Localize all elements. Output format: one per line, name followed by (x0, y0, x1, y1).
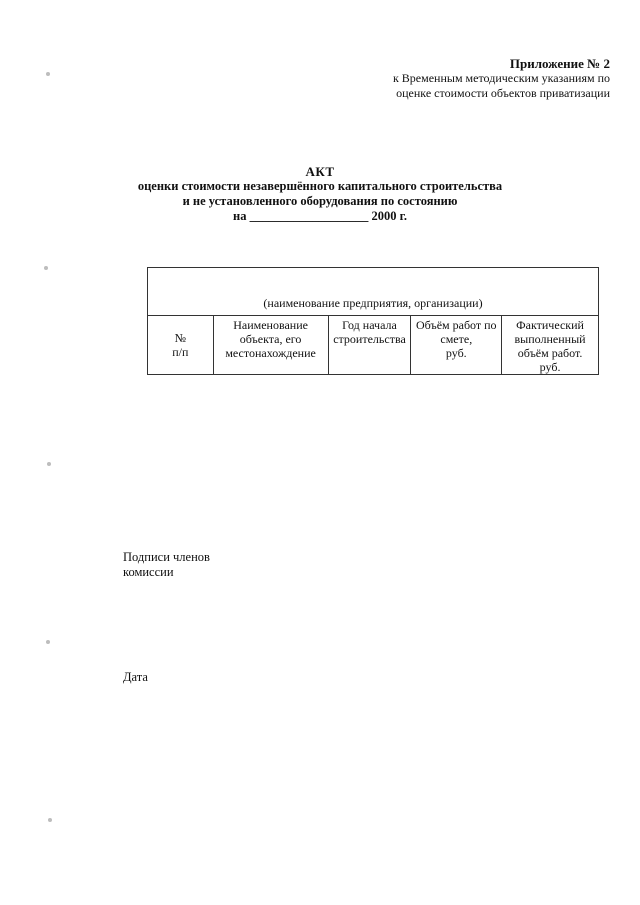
column-header-actual-volume (502, 316, 599, 375)
column-header-object-name (213, 316, 328, 375)
org-placeholder: (наименование предприятия, организации) (263, 296, 483, 310)
header-line: руб. (539, 360, 561, 374)
header-line: местонахождение (225, 346, 316, 360)
header-line: смете, (440, 332, 473, 346)
title-line: и не установленного оборудования по состоянию (182, 194, 458, 208)
signatures-label (123, 550, 210, 580)
title-main: АКТ (305, 164, 335, 179)
column-header-estimate-volume (411, 316, 502, 375)
header-line: строительства (333, 332, 406, 346)
header-line: п/п (172, 345, 189, 359)
header-line: Год начала (342, 318, 397, 332)
punch-mark (48, 818, 52, 822)
header-line: выполненный (514, 332, 586, 346)
header-line: № (174, 331, 187, 345)
column-header-number (148, 316, 214, 375)
header-line: объекта, его (239, 332, 302, 346)
date-label: Дата (123, 670, 148, 684)
signatures-line: комиссии (123, 565, 174, 579)
org-row (148, 268, 599, 316)
signatures-line: Подписи членов (123, 550, 210, 564)
header-line: объём работ. (517, 346, 583, 360)
annex-number: Приложение № 2 (509, 56, 610, 71)
assessment-table (147, 267, 599, 375)
header-line: Фактический (516, 318, 584, 332)
header-line: руб. (445, 346, 467, 360)
header-row (148, 316, 599, 375)
punch-mark (46, 72, 50, 76)
document-title (0, 164, 640, 224)
punch-mark (46, 640, 50, 644)
column-header-start-year (328, 316, 411, 375)
title-line: оценки стоимости незавершённого капитального строительства (137, 179, 503, 193)
annex-line: к Временным методическим указаниям по (392, 71, 610, 85)
annex-line: оценке стоимости объектов приватизации (396, 86, 610, 100)
header-line: Объём работ по (416, 318, 497, 332)
punch-mark (44, 266, 48, 270)
title-date-line: на ___________________ 2000 г. (233, 209, 407, 223)
annex-header (393, 56, 610, 101)
header-line: Наименование (233, 318, 308, 332)
punch-mark (47, 462, 51, 466)
org-name-cell (148, 268, 599, 316)
